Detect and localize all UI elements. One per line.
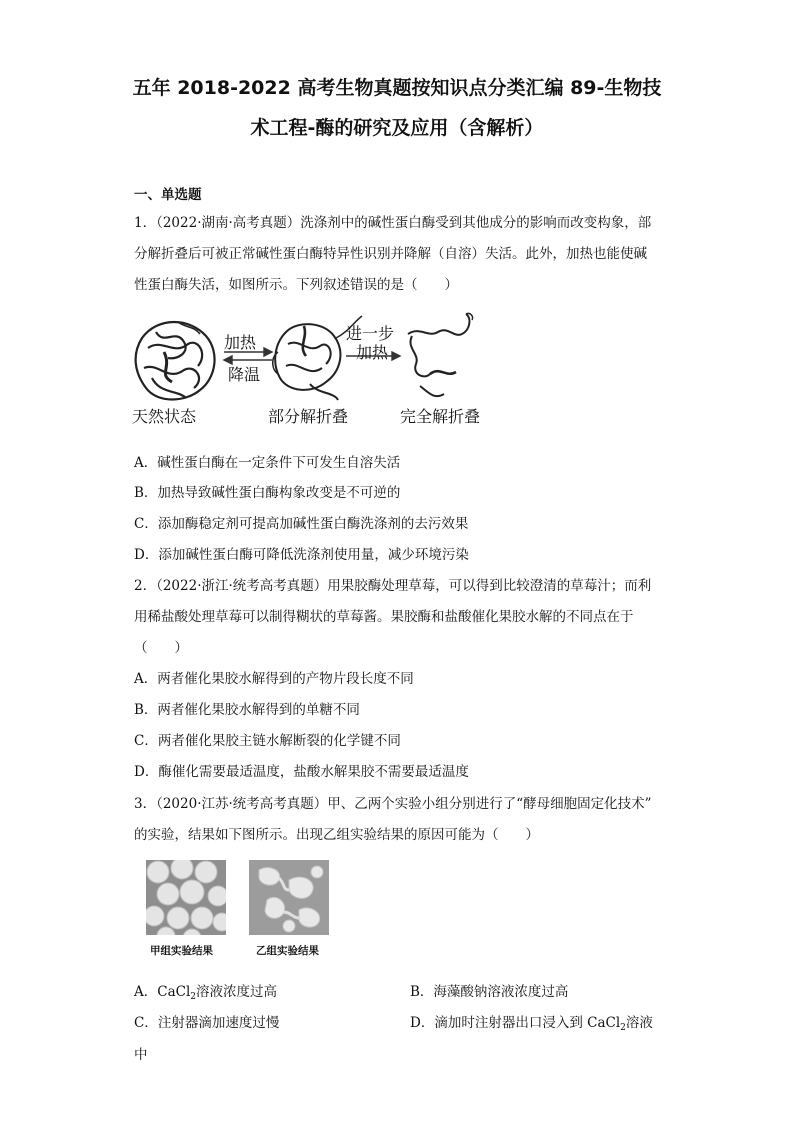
q2-option-d[interactable]: D．酶催化需要最适温度，盐酸水解果胶不需要最适温度: [134, 764, 469, 780]
q3-option-c[interactable]: C．注射器滴加速度过慢: [134, 1015, 280, 1031]
q3-option-a-prefix: A．CaCl: [134, 984, 191, 1000]
q1-option-a[interactable]: A．碱性蛋白酶在一定条件下可发生自溶失活: [134, 455, 401, 471]
arrow2-bottom-label: 加热: [356, 343, 389, 362]
caption-group-jia: 甲组实验结果: [150, 945, 213, 957]
section-heading: 一、单选题: [134, 187, 202, 203]
q2-stem-line-1: 2．（2022·浙江·统考高考真题）用果胶酶处理草莓，可以得到比较澄清的草莓汁；而利: [134, 578, 652, 594]
document-title: [110, 68, 684, 148]
q3-option-b[interactable]: B．海藻酸钠溶液浓度过高: [410, 984, 569, 1000]
title-line-1: 五年 2018-2022 高考生物真题按知识点分类汇编 89-生物技: [132, 77, 662, 99]
q3-stem-line-1: 3．（2020·江苏·统考高考真题）甲、乙两个实验小组分别进行了“酵母细胞固定化技术”: [134, 796, 652, 812]
q2-option-b[interactable]: B．两者催化果胶水解得到的单糖不同: [134, 702, 360, 718]
title-line-2: 术工程-酶的研究及应用（含解析）: [250, 117, 544, 139]
q3-option-a-suffix: 溶液浓度过高: [196, 984, 278, 1000]
native-state-label: 天然状态: [132, 407, 197, 426]
q3-option-a-sub: 2: [190, 992, 197, 1002]
native-state-protein: [136, 322, 215, 400]
q1-option-c[interactable]: C．添加酶稳定剂可提高加碱性蛋白酶洗涤剂的去污效果: [134, 516, 469, 532]
fully-unfolded-protein: [408, 313, 473, 396]
q1-stem-line-1: 1．（2022·湖南·高考真题）洗涤剂中的碱性蛋白酶受到其他成分的影响而改变构象，部: [134, 215, 652, 231]
photo-group-yi: [249, 860, 329, 935]
q1-stem-line-2: 分解折叠后可被正常碱性蛋白酶特异性识别并降解（自溶）失活。此外，加热也能使碱: [134, 246, 647, 262]
q1-figure: [128, 308, 498, 438]
q2-option-a[interactable]: A．两者催化果胶水解得到的产物片段长度不同: [134, 671, 414, 687]
arrow1-top-label: 加热: [224, 333, 257, 352]
q1-option-d[interactable]: D．添加碱性蛋白酶可降低洗涤剂使用量，减少环境污染: [134, 547, 469, 563]
q3-stem-line-2: 的实验，结果如下图所示。出现乙组实验结果的原因可能为（ ）: [134, 827, 539, 843]
arrow1-bottom-label: 降温: [228, 365, 261, 384]
q3-option-a[interactable]: [134, 983, 277, 1006]
q2-stem-line-3: （ ）: [134, 640, 188, 656]
photo-group-jia: [146, 860, 226, 935]
q2-option-c[interactable]: C．两者催化果胶主链水解断裂的化学键不同: [134, 733, 401, 749]
q3-option-d-prefix: D．滴加时注射器出口浸入到 CaCl: [410, 1015, 621, 1031]
q3-option-d-suffix: 溶液: [625, 1015, 653, 1031]
q1-stem-line-3: 性蛋白酶失活，如图所示。下列叙述错误的是（ ）: [134, 277, 458, 293]
partial-unfolded-label: 部分解折叠: [268, 407, 349, 426]
q3-option-d[interactable]: [410, 1014, 653, 1037]
q1-option-b[interactable]: B．加热导致碱性蛋白酶构象改变是不可逆的: [134, 485, 401, 501]
caption-group-yi: 乙组实验结果: [256, 945, 319, 957]
q3-option-d-sub: 2: [620, 1023, 626, 1033]
q2-stem-line-2: 用稀盐酸处理草莓可以制得糊状的草莓酱。果胶酶和盐酸催化果胶水解的不同点在于: [134, 609, 634, 625]
q3-option-d-wrap: 中: [134, 1047, 148, 1063]
full-unfolded-label: 完全解折叠: [400, 407, 481, 426]
arrow2-top-label: 进一步: [346, 324, 395, 343]
